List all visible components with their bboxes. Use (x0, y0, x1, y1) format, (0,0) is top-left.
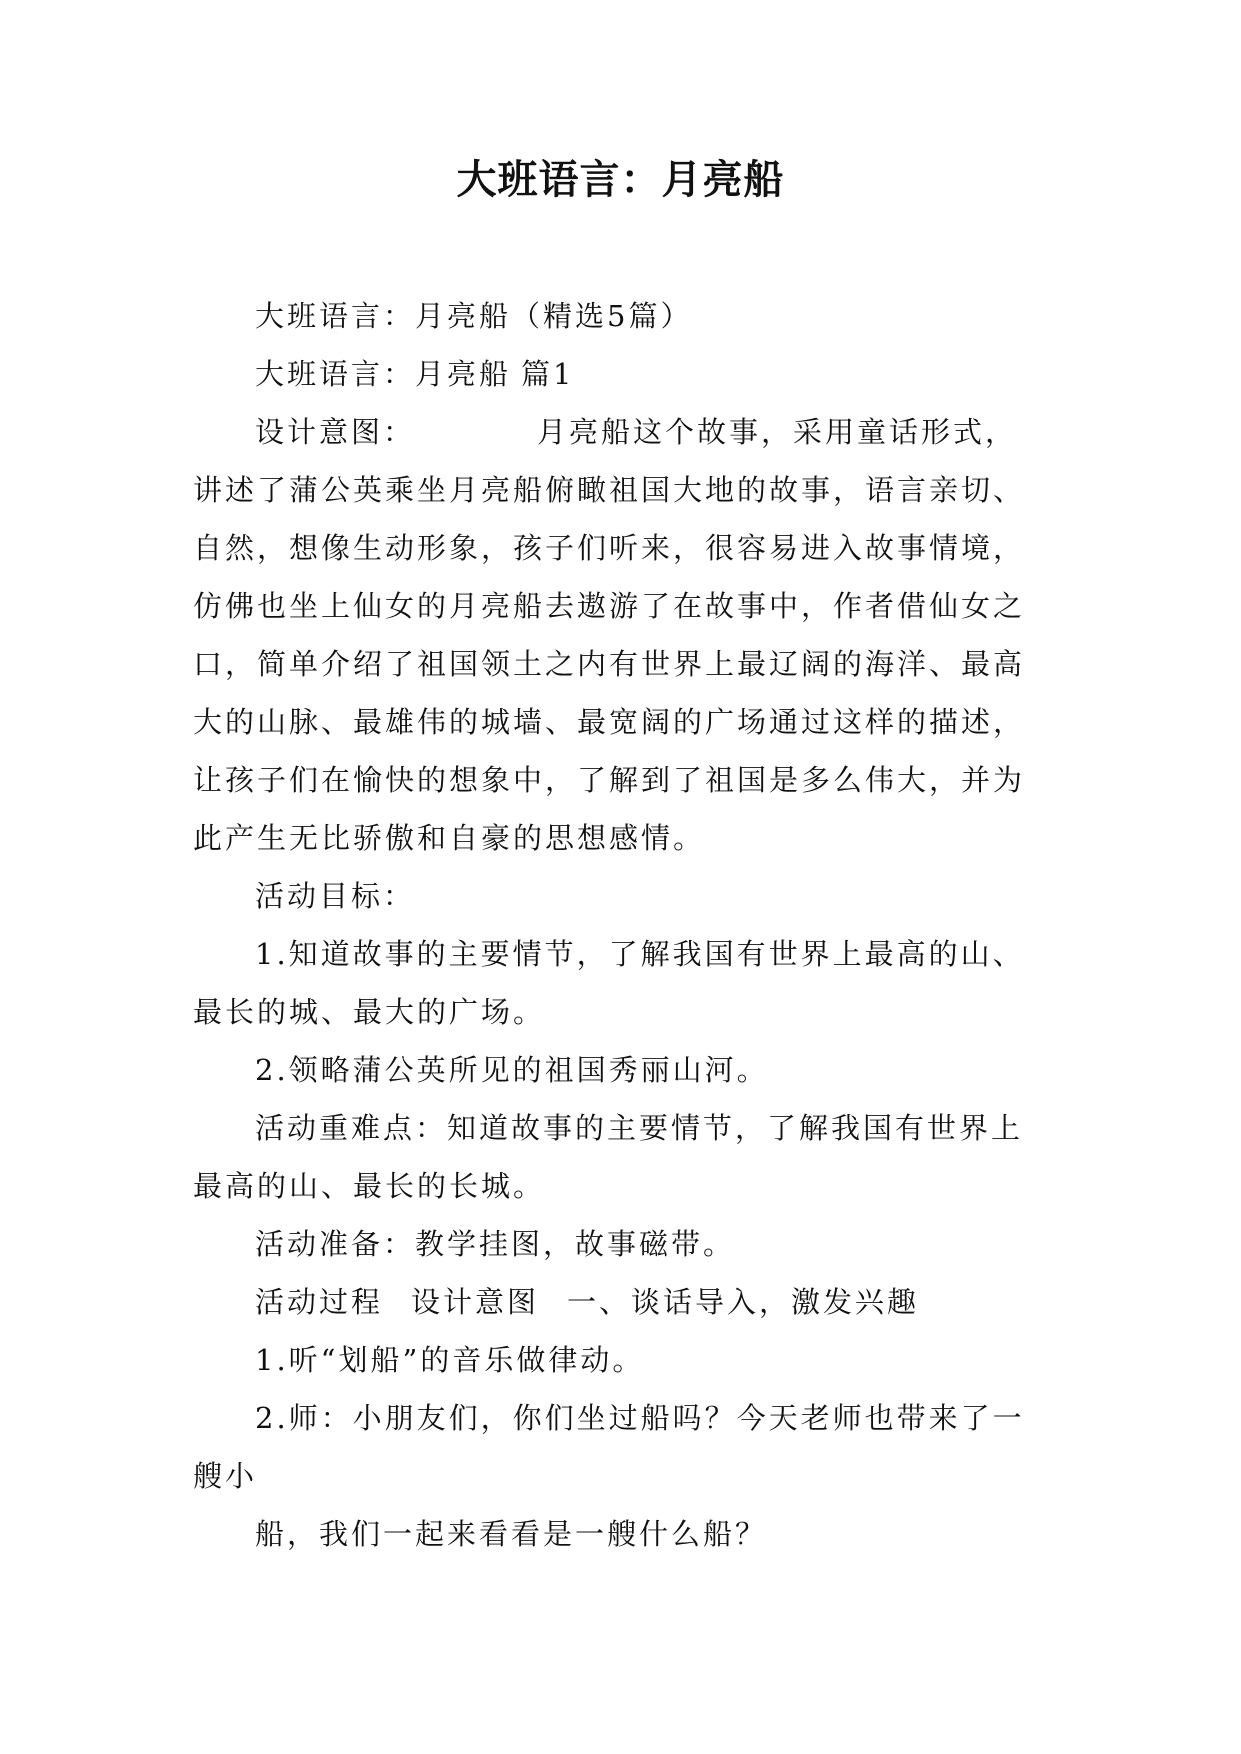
paragraph-line (193, 403, 1073, 461)
document-title: 大班语言：月亮船 (456, 157, 785, 203)
process-step-title: 一、谈话导入，激发兴趣 (567, 1285, 920, 1319)
paragraph-line: 让孩子们在愉快的想象中，了解到了祖国是多么伟大，并为 (193, 763, 1026, 797)
document-body (193, 287, 1073, 1563)
goal-item-continued: 最长的城、最大的广场。 (193, 995, 546, 1029)
paragraph-line: 大的山脉、最雄伟的城墙、最宽阔的广场通过这样的描述， (193, 705, 1026, 739)
process-label: 活动过程 (255, 1285, 384, 1319)
process-item-continued: 船，我们一起来看看是一艘什么船？ (255, 1517, 768, 1551)
paragraph-line: 口，简单介绍了祖国领土之内有世界上最辽阔的海洋、最高 (193, 647, 1026, 681)
process-item-continued: 艘小 (193, 1459, 258, 1493)
design-intent-text: 月亮船这个故事，采用童话形式， (537, 415, 1018, 449)
section-heading-name: 大班语言：月亮船 (255, 357, 512, 391)
section-heading-number: 篇1 (521, 357, 575, 391)
subtitle-line: 大班语言：月亮船（精选5篇） (255, 299, 693, 333)
key-points-line: 活动重难点：知道故事的主要情节，了解我国有世界上 (255, 1111, 1024, 1145)
paragraph-line: 讲述了蒲公英乘坐月亮船俯瞰祖国大地的故事，语言亲切、 (193, 473, 1026, 507)
preparation-line: 活动准备：教学挂图，故事磁带。 (255, 1227, 736, 1261)
process-heading (193, 1273, 1073, 1331)
process-item: 1.听“划船”的音乐做律动。 (255, 1343, 645, 1377)
design-intent-label: 设计意图： (255, 415, 416, 449)
paragraph-line: 自然，想像生动形象，孩子们听来，很容易进入故事情境， (193, 531, 1026, 565)
goal-item: 2.领略蒲公英所见的祖国秀丽山河。 (255, 1053, 769, 1087)
goals-heading: 活动目标： (255, 879, 416, 913)
process-intent-label: 设计意图 (411, 1285, 540, 1319)
section-heading (193, 345, 1073, 403)
goal-item: 1.知道故事的主要情节，了解我国有世界上最高的山、 (255, 937, 1025, 971)
key-points-continued: 最高的山、最长的长城。 (193, 1169, 546, 1203)
process-item: 2.师：小朋友们，你们坐过船吗？今天老师也带来了一 (255, 1401, 1025, 1435)
paragraph-line: 此产生无比骄傲和自豪的思想感情。 (193, 821, 706, 855)
paragraph-line: 仿佛也坐上仙女的月亮船去遨游了在故事中，作者借仙女之 (193, 589, 1026, 623)
